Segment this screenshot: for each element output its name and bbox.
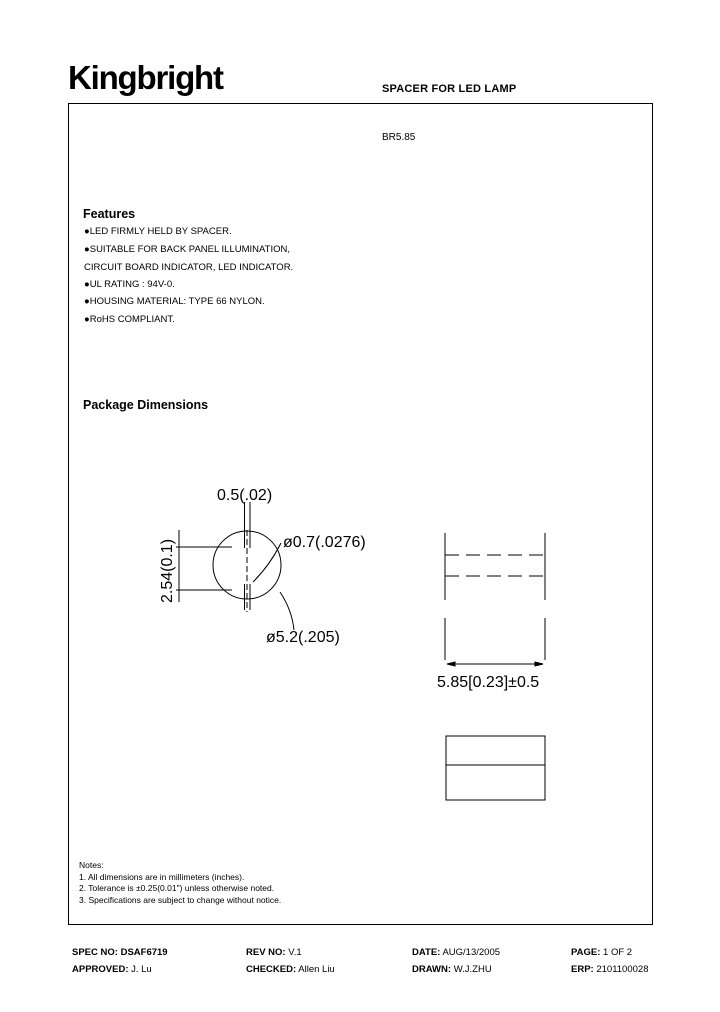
notes-block bbox=[79, 860, 281, 906]
pitch-label: 2.54(0.1) bbox=[159, 538, 176, 603]
feature-item-6: ●RoHS COMPLIANT. bbox=[84, 314, 175, 325]
erp-number: ERP: 2101100028 bbox=[571, 964, 649, 975]
feature-item-5: ●HOUSING MATERIAL: TYPE 66 NYLON. bbox=[84, 296, 265, 307]
outer-diameter-label: ø5.2(.205) bbox=[266, 629, 340, 646]
notes-title: Notes: bbox=[79, 860, 104, 870]
approved-by: APPROVED: J. Lu bbox=[72, 964, 152, 975]
checked-by: CHECKED: Allen Liu bbox=[246, 964, 335, 975]
slot-width-label: 0.5(.02) bbox=[217, 487, 273, 504]
features-heading: Features bbox=[83, 207, 136, 221]
outer-leader-line bbox=[280, 592, 294, 630]
feature-item-4: ●UL RATING : 94V-0. bbox=[84, 279, 175, 290]
page-number: PAGE: 1 OF 2 bbox=[571, 947, 633, 958]
note-line-3: 3. Specifications are subject to change without notice. bbox=[79, 894, 282, 905]
part-number: BR5.85 bbox=[382, 132, 416, 143]
bottom-view-rect bbox=[446, 736, 545, 800]
spec-no: SPEC NO: DSAF6719 bbox=[72, 947, 168, 958]
date: DATE: AUG/13/2005 bbox=[412, 947, 501, 958]
drawn-by: DRAWN: W.J.ZHU bbox=[412, 964, 492, 975]
length-label: 5.85[0.23]±0.5 bbox=[437, 674, 540, 691]
feature-item-3: CIRCUIT BOARD INDICATOR, LED INDICATOR. bbox=[84, 262, 294, 273]
kingbright-logo: Kingbright bbox=[68, 59, 223, 96]
feature-item-2: ●SUITABLE FOR BACK PANEL ILLUMINATION, bbox=[84, 244, 290, 255]
feature-item-1: ●LED FIRMLY HELD BY SPACER. bbox=[84, 226, 232, 237]
note-line-2: 2. Tolerance is ±0.25(0.01") unless otherwise noted. bbox=[79, 883, 275, 893]
document-title: SPACER FOR LED LAMP bbox=[382, 83, 517, 95]
hole-diameter-label: ø0.7(.0276) bbox=[283, 534, 366, 551]
package-dimensions-heading: Package Dimensions bbox=[83, 398, 209, 412]
note-line-1: 1. All dimensions are in millimeters (inches). bbox=[79, 871, 245, 882]
rev-no: REV NO: V.1 bbox=[246, 947, 302, 958]
